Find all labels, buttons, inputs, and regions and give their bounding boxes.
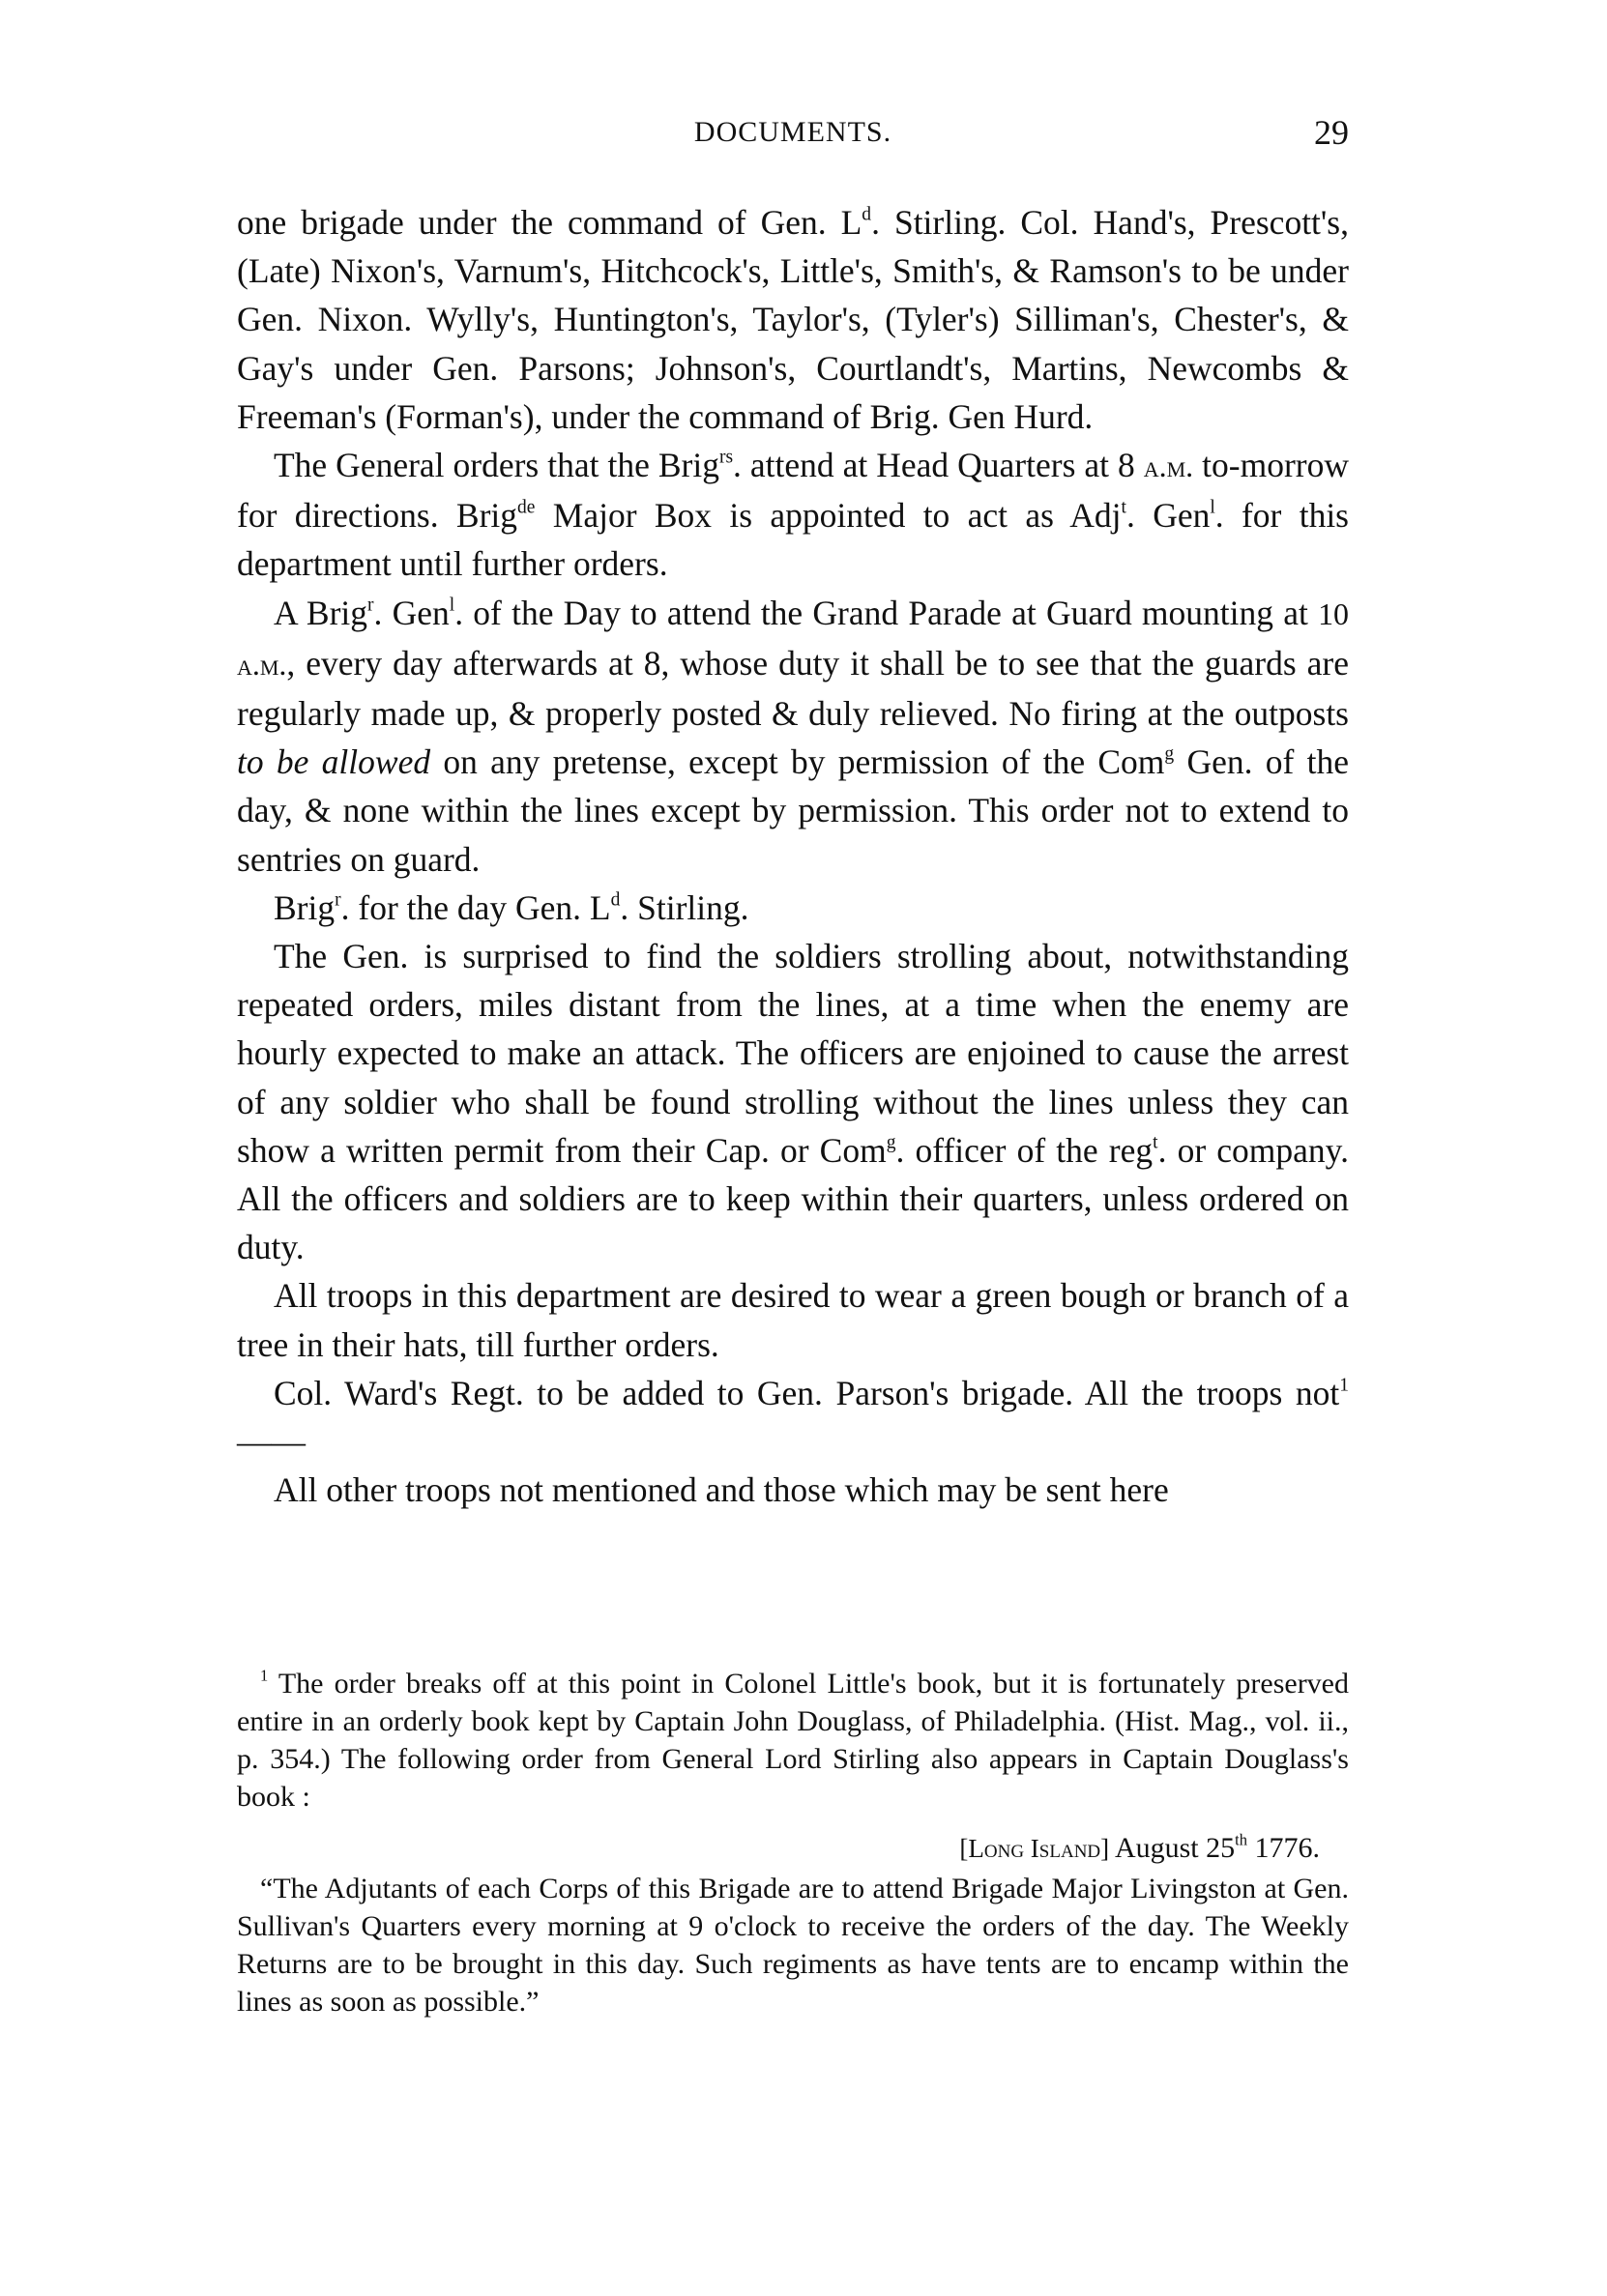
text-run: . attend at Head Quarters at 8: [733, 446, 1144, 485]
text-run: 1776.: [1247, 1832, 1320, 1864]
main-text: [237, 198, 1349, 1514]
text-run: . for this department until further orders.: [237, 496, 1349, 584]
paragraph: [237, 1369, 1349, 1466]
small-caps-text: a.m.: [1143, 450, 1194, 484]
text-run: . officer of the reg: [895, 1130, 1154, 1170]
paragraph: [237, 441, 1349, 589]
quoted-order: “The Adjutants of each Corps of this Brigade are to attend Brigade Major Livingston at Gen. Sullivan's Quarters every morning at 9 o'clock to receive the orders of the day. The Weekly Returns are to be brought in this day. Such regiments as have tents are to encamp within the lines as soon as possible.”: [237, 1873, 1349, 2018]
page-number: 29: [1314, 113, 1349, 152]
text-run: . Gen: [373, 593, 450, 632]
small-caps-text: 10 a.m.: [237, 596, 1349, 682]
superscript: r: [367, 594, 374, 615]
page-header: [237, 108, 1349, 157]
text-run: The Gen. is surprised to find the soldiers strolling about, notwithstanding repeated orders, miles distant from the lines, at a time when the enemy are hourly expected to make an attack. The officers are enjoined to cause the arrest of any soldier who shall be found strolling without the lines unless they can show a written permit from their Cap. or Com: [237, 937, 1349, 1170]
superscript: rs: [718, 447, 734, 468]
superscript: l: [449, 594, 455, 615]
text-run: . for the day Gen. L: [340, 887, 611, 927]
text-run: . of the Day to attend the Grand Parade at Guard mounting at: [454, 593, 1319, 632]
paragraph: [237, 589, 1349, 884]
text-run: Col. Ward's Regt. to be added to Gen. Parson's brigade. All the troops not: [274, 1373, 1340, 1412]
footnote-marker: 1: [260, 1666, 269, 1685]
text-run: Gen. of the day, & none within the lines except by permission. This order not to extend to sentries on guard.: [237, 742, 1349, 879]
paragraph: All troops in this department are desired to wear a green bough or branch of a tree in their hats, till further orders.: [237, 1276, 1349, 1364]
paragraph: [237, 198, 1349, 441]
running-head: DOCUMENTS.: [693, 116, 892, 148]
paragraph: [237, 932, 1349, 1271]
text-run: . Stirling.: [620, 887, 749, 927]
text-run: . Stirling. Col. Hand's, Prescott's, (Late) Nixon's, Varnum's, Hitchcock's, Little's, Smith's, & Ramson's to be under Gen. Nixon. Wylly's, Huntington's, Taylor's, (Tyler's) Silliman's, Chester's, & Gay's under Gen. Parsons; Johnson's, Courtlandt's, Martins, Newcombs & Freeman's (Forman's), under the command of Brig. Gen Hurd.: [237, 203, 1350, 436]
footnote: [237, 1665, 1349, 1816]
superscript: g: [1164, 743, 1175, 765]
footnote-text: The order breaks off at this point in Colonel Little's book, but it is fortunately preserved entire in an orderly book kept by Captain John Douglass, of Philadelphia. (Hist. Mag., vol. ii., p. 354.) The following order from General Lord Stirling also appears in Captain Douglass's book :: [237, 1668, 1349, 1813]
text-run: August 25: [1109, 1832, 1236, 1864]
paragraph: [237, 884, 1349, 932]
text-run: ——: [237, 1422, 306, 1462]
superscript: l: [1210, 497, 1215, 518]
dateline: [237, 1829, 1349, 1868]
text-run: , every day afterwards at 8, whose duty it shall be to see that the guards are regularly made up, & properly posted & duly relieved. No firing at the outposts: [237, 643, 1349, 734]
superscript: r: [335, 889, 341, 911]
paragraph: All other troops not mentioned and those which may be sent here: [274, 1470, 1169, 1510]
footnote-reference[interactable]: 1: [1339, 1375, 1349, 1396]
italic-text: to be allowed: [237, 742, 431, 782]
superscript: d: [610, 889, 621, 911]
text-run: one brigade under the command of Gen. L: [237, 203, 862, 242]
footnotes: [237, 1665, 1349, 2020]
text-run: The General orders that the Brig: [274, 446, 719, 485]
superscript: d: [862, 204, 872, 225]
text-run: . Gen: [1125, 496, 1211, 536]
text-run: on any pretense, except by permission of the Com: [430, 742, 1165, 782]
superscript: g: [886, 1132, 896, 1153]
superscript: t: [1121, 497, 1126, 518]
dateline-place: [Long Island]: [959, 1834, 1110, 1863]
text-run: Brig: [274, 887, 336, 927]
superscript: de: [517, 497, 536, 518]
superscript: th: [1235, 1830, 1247, 1849]
text-run: . or company. All the officers and soldiers are to keep within their quarters, unless ordered on duty.: [237, 1130, 1349, 1267]
text-run: A Brig: [274, 593, 368, 632]
text-run: to-morrow for directions. Brig: [237, 446, 1349, 536]
text-run: Major Box is appointed to act as Adj: [535, 496, 1122, 536]
superscript: t: [1153, 1132, 1158, 1153]
